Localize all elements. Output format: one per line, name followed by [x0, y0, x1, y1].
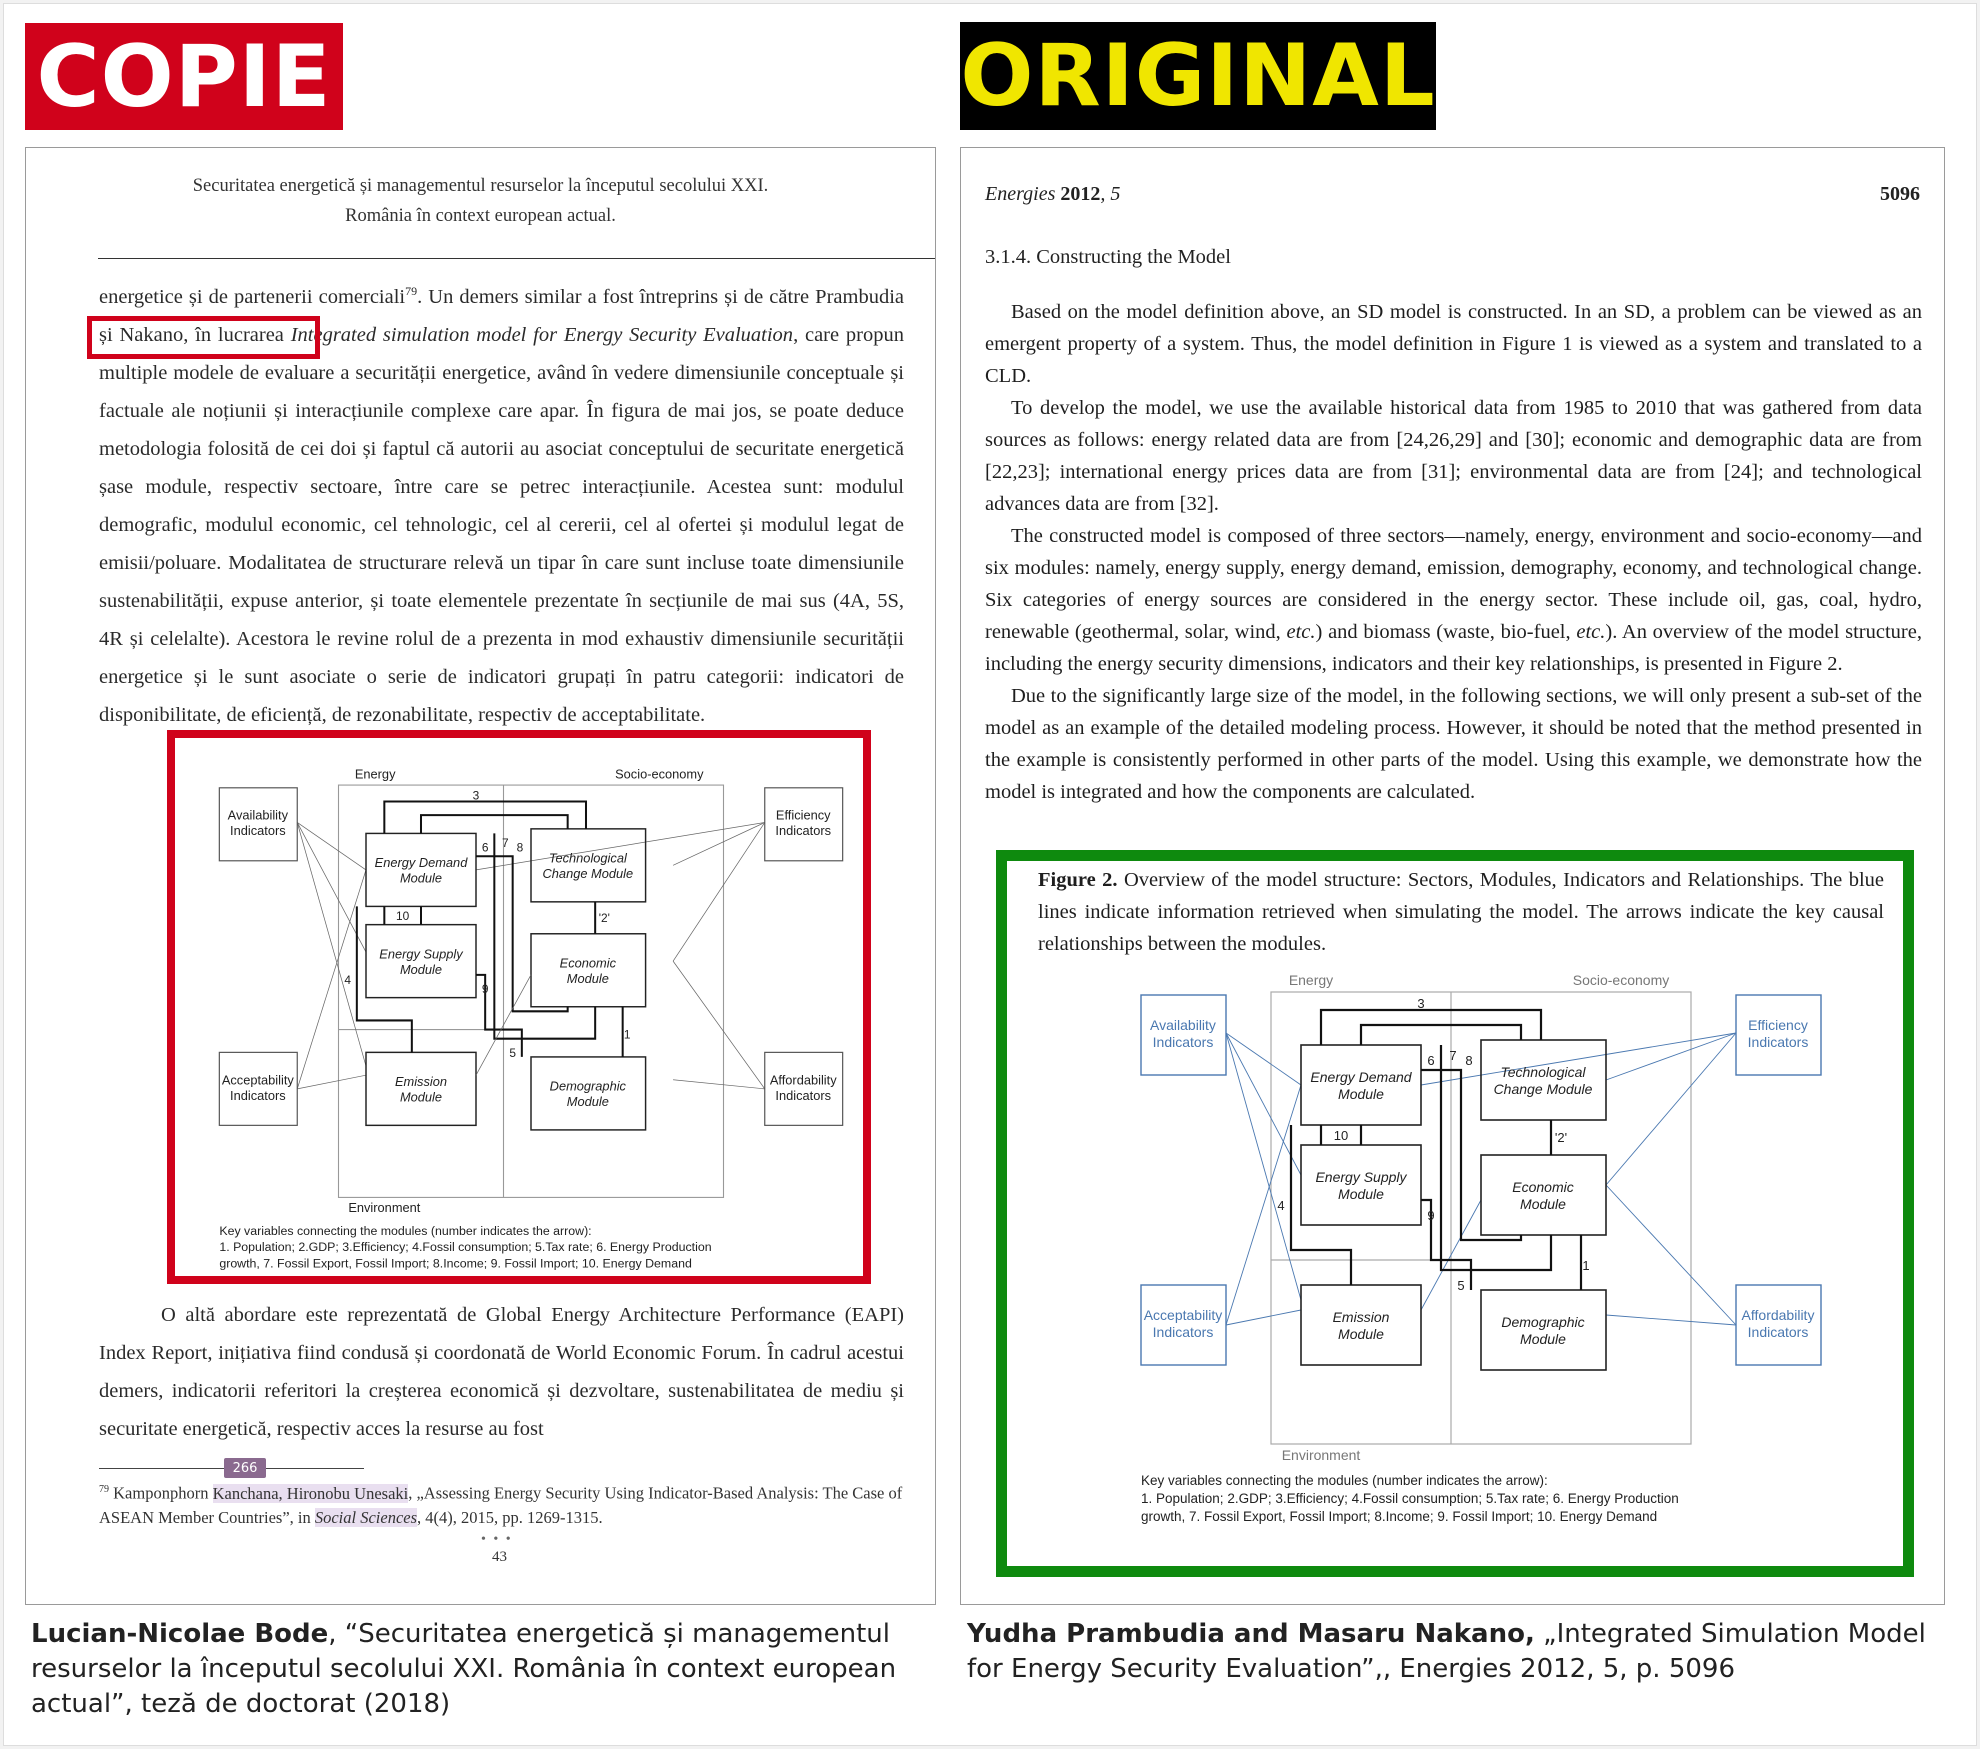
original-key-line2: 1. Population; 2.GDP; 3.Efficiency; 4.Fossil consumption; 5.Tax rate; 6. Energy Production — [1141, 1491, 1679, 1506]
original-sector-socio: Socio-economy — [1572, 972, 1670, 988]
economic-label-2: Module — [566, 971, 609, 987]
annotation-badge: 266 — [224, 1458, 266, 1478]
affordability-label-2: Indicators — [775, 1087, 832, 1103]
figure-highlight-box — [167, 730, 871, 1284]
acceptability-label-1: Acceptability — [221, 1072, 294, 1088]
original-emission-1: Emission — [1332, 1309, 1390, 1325]
original-arrow-number-2: '2' — [1554, 1130, 1568, 1145]
arrow-number-6: 6 — [481, 840, 489, 855]
original-economic-2: Module — [1520, 1196, 1566, 1212]
original-emission-2: Module — [1338, 1326, 1384, 1342]
original-tech-1: Technological — [1500, 1064, 1586, 1080]
copy-running-header-line2: România în context european actual. — [345, 206, 616, 226]
arrow-number-4: 4 — [344, 972, 351, 987]
original-affordability-2: Indicators — [1747, 1324, 1809, 1340]
tech-label-2: Change Module — [542, 866, 634, 882]
highlighted-authors: Prambudia și Nakano, — [99, 285, 904, 346]
original-emission-box — [1301, 1285, 1421, 1365]
copy-document-page — [25, 147, 936, 1605]
original-paragraph-1: Based on the model definition above, an SD model is constructed. In an SD, a problem can be viewed as an emergent property of a system. Thus, the model definition in Figure 1 is viewed as a system and translated to a CLD. — [985, 301, 1922, 387]
original-acceptability-1: Acceptability — [1143, 1307, 1223, 1323]
availability-label-2: Indicators — [230, 823, 286, 839]
figure-caption — [1038, 864, 1884, 960]
acceptability-label-2: Indicators — [230, 1087, 286, 1103]
demographic-label-2: Module — [566, 1094, 609, 1110]
original-arrow-number-9: 9 — [1427, 1208, 1435, 1223]
footnote-ref: 79 — [405, 284, 418, 298]
page-ornament: • • • — [481, 1532, 513, 1547]
copy-author: Lucian-Nicolae Bode — [31, 1619, 329, 1649]
para3-text-c: ). An overview of the model structure, including the energy security dimensions, indicators and their key relationships, is presented in Figure 2. — [985, 621, 1922, 675]
original-acceptability-2: Indicators — [1152, 1324, 1214, 1340]
para1-text-c: în lucrarea — [188, 323, 291, 346]
footnote-text-a: Kamponphorn — [109, 1483, 213, 1503]
original-arrow-number-5: 5 — [1457, 1278, 1465, 1293]
original-paragraph-4: Due to the significantly large size of the model, in the following sections, we will only present a sub-set of the model as an example of the detailed modeling process. However, it should be noted that the method presented in the example is consistently performed in other parts of the model. Using this example, we demonstrate how the model is integrated and how the components are calculated. — [985, 685, 1922, 803]
key-variables-line1: Key variables connecting the modules (number indicates the arrow): — [219, 1223, 592, 1238]
original-energy-demand-box — [1301, 1045, 1421, 1125]
caption-text: Overview of the model structure: Sectors, Modules, Indicators and Relationships. The blue lines indicate information retrieved when simulating the model. The arrows indicate the key causal relationships between the modules. — [1038, 869, 1884, 955]
original-paragraph-3 — [985, 520, 1922, 680]
original-figure-diagram — [1141, 992, 1821, 1444]
footnote-text-c: , 4(4), 2015, pp. 1269-1315. — [417, 1507, 603, 1527]
affordability-label-1: Affordability — [769, 1072, 837, 1088]
original-figure — [1121, 970, 1841, 1540]
efficiency-label-1: Efficiency — [775, 807, 831, 823]
footnote — [99, 1478, 919, 1530]
efficiency-label-2: Indicators — [775, 823, 832, 839]
arrow-number-7: 7 — [502, 836, 509, 851]
original-arrow-number-7: 7 — [1449, 1048, 1457, 1063]
arrow-number-1: 1 — [623, 1027, 631, 1042]
original-arrow-number-6: 6 — [1427, 1053, 1435, 1068]
copy-page-number: 43 — [492, 1549, 507, 1565]
emission-label-1: Emission — [394, 1074, 448, 1090]
arrow-number-2: '2' — [598, 910, 610, 925]
para3-text-b: ) and biomass (waste, bio-fuel, — [1315, 621, 1577, 643]
supply-label-1: Energy Supply — [379, 946, 463, 962]
arrow-number-8: 8 — [516, 840, 524, 855]
footnote-journal: Social Sciences — [314, 1507, 418, 1527]
original-sector-energy: Energy — [1288, 972, 1334, 988]
original-supply-1: Energy Supply — [1315, 1169, 1407, 1185]
original-economic-1: Economic — [1512, 1179, 1574, 1195]
original-page-number: 5096 — [1880, 183, 1920, 205]
tech-label-1: Technological — [548, 850, 627, 866]
original-document-page — [960, 147, 1945, 1605]
economic-label-1: Economic — [559, 955, 616, 971]
original-demographic-1: Demographic — [1501, 1314, 1585, 1330]
original-efficiency-1: Efficiency — [1748, 1017, 1808, 1033]
arrow-number-9: 9 — [481, 982, 489, 997]
copy-source-credit — [31, 1617, 951, 1722]
original-demand-1: Energy Demand — [1310, 1069, 1412, 1085]
header-rule — [98, 258, 936, 259]
cited-title: Integrated simulation model for Energy Security Evaluation — [290, 323, 794, 346]
copy-source-text: , “Securitatea energetică și managementul resurselor la începutul secolului XXI. România în context european actual”, teză de doctorat (2018) — [31, 1619, 897, 1719]
copy-running-header-line1: Securitatea energetică și managementul resurselor la începutul secolului XXI. — [192, 176, 769, 196]
original-demand-2: Module — [1338, 1086, 1384, 1102]
original-affordability-1: Affordability — [1741, 1307, 1815, 1323]
demand-label-2: Module — [399, 870, 443, 886]
original-source-credit — [967, 1617, 1947, 1687]
journal-name: Energies — [985, 183, 1056, 205]
original-arrow-number-1: 1 — [1582, 1258, 1590, 1273]
journal-volume: , 5 — [1100, 183, 1121, 205]
original-arrow-number-10: 10 — [1333, 1128, 1349, 1143]
key-variables-line2: 1. Population; 2.GDP; 3.Efficiency; 4.Fossil consumption; 5.Tax rate; 6. Energy Production — [219, 1240, 712, 1255]
caption-label: Figure 2. — [1038, 869, 1118, 891]
para1-text-d: , care propun multiple modele de evaluare a securității energetice, având în vedere dimensiunile conceptuale și factuale ale noțiunii și interacțiunile complexe care apar. În figura de mai jos, se poate deduce metodologia folosită de cei doi și faptul că autorii au asociat conceptului de securitate energetică șase module, respectiv sectoare, între care se petrec interacțiunile. Acestea sunt: modulul demografic, modulul economic, cel tehnologic, cel al cererii, cel al ofertei și modulul legat de emisii/poluare. Modalitatea de structurare relevă un tipar în care sunt incluse toate dimensiunile sustenabilității, expuse anterior, și toate elementele prezentate în secțiunile de mai sus (4A, 5S, 4R și celelalte). Acestora le revine rolul de a prezenta in mod exhaustiv dimensiunile securității energetice și le sunt asociate o serie de indicatori grupați în patru categorii: indicatori de disponibilitate, de eficiență, de rezonabilitate, respectiv de acceptabilitate. — [99, 323, 904, 726]
original-economic-box — [1481, 1155, 1606, 1235]
supply-label-2: Module — [399, 961, 443, 977]
para1-text-b: . Un demers similar a fost întreprins și de către — [417, 285, 816, 308]
section-heading: 3.1.4. Constructing the Model — [985, 246, 1231, 268]
sector-environment-label: Environment — [348, 1200, 421, 1216]
emission-label-2: Module — [399, 1089, 443, 1105]
para3-text-a: The constructed model is composed of three sectors—namely, energy, environment and socio-economy—and six modules: namely, energy supply, energy demand, emission, demography, economy, and technological change. Six categories of energy sources are considered in the energy sector. These include oil, gas, coal, hydro, renewable (geothermal, solar, wind, — [985, 525, 1922, 643]
original-tech-change-box — [1481, 1040, 1606, 1120]
footnote-text-b: , „Assessing Energy Security Using Indicator-Based Analysis: The Case of ASEAN Member Countries”, in — [99, 1483, 903, 1527]
original-tech-2: Change Module — [1493, 1081, 1593, 1097]
original-key-line1: Key variables connecting the modules (number indicates the arrow): — [1141, 1473, 1548, 1488]
original-body-text — [985, 296, 1922, 808]
demographic-label-1: Demographic — [549, 1078, 626, 1094]
arrow-number-3: 3 — [472, 788, 480, 803]
footnote-authors: Kanchana, Hironobu Unesaki — [212, 1483, 409, 1503]
journal-year: 2012 — [1060, 183, 1101, 205]
copie-label: COPIE — [25, 23, 343, 130]
authors-highlight-box — [87, 316, 320, 359]
original-authors: Yudha Prambudia and Masaru Nakano, — [967, 1619, 1535, 1649]
original-demographic-2: Module — [1520, 1331, 1566, 1347]
original-arrow-number-4: 4 — [1277, 1198, 1285, 1213]
original-source-text: „Integrated Simulation Model for Energy Security Evaluation”,, Energies 2012, 5, p. 5096 — [967, 1619, 1926, 1684]
demand-label-1: Energy Demand — [374, 855, 468, 871]
original-key-line3: growth, 7. Fossil Export, Fossil Import; 8.Income; 9. Fossil Import; 10. Energy Demand — [1141, 1509, 1658, 1524]
original-availability-2: Indicators — [1152, 1034, 1214, 1050]
para1-text-a: energetice și de parteneriі comerciali — [99, 285, 406, 308]
original-availability-1: Availability — [1150, 1017, 1216, 1033]
original-sector-environment: Environment — [1281, 1447, 1361, 1463]
arrow-number-5: 5 — [509, 1045, 516, 1060]
original-arrow-number-8: 8 — [1465, 1053, 1473, 1068]
arrow-number-10: 10 — [396, 909, 410, 924]
journal-header — [985, 183, 1120, 206]
availability-label-1: Availability — [227, 807, 289, 823]
original-supply-2: Module — [1338, 1186, 1384, 1202]
key-variables-line3: growth, 7. Fossil Export, Fossil Import; 8.Income; 9. Fossil Import; 10. Energy Demand — [219, 1256, 692, 1271]
para3-etc-2: etc. — [1576, 621, 1606, 643]
original-label: ORIGINAL — [960, 22, 1436, 130]
copy-paragraph-2: O altă abordare este reprezentată de Global Energy Architecture Performance (EAPI) Index Report, inițiativa fiind condusă și coordonată de World Economic Forum. În cadrul acestui demers, indicatorii referitori la creșterea economică și dezvoltare, sustenabilitatea de mediu și securitate energetică, respectiv acces la resurse au fost — [99, 1304, 904, 1440]
original-arrow-number-3: 3 — [1417, 996, 1425, 1011]
para3-etc-1: etc. — [1286, 621, 1316, 643]
original-paragraph-2: To develop the model, we use the available historical data from 1985 to 2010 that was gathered from data sources as follows: energy related data are from [24,26,29] and [30]; economic and demographic data are from [22,23]; international energy prices data are from [31]; environmental data are from [24]; and technological advances data are from [32]. — [985, 397, 1922, 515]
sector-energy-label: Energy — [354, 766, 396, 782]
original-demographic-box — [1481, 1290, 1606, 1370]
footnote-marker: 79 — [99, 1484, 109, 1495]
original-energy-supply-box — [1301, 1145, 1421, 1225]
original-efficiency-2: Indicators — [1747, 1034, 1809, 1050]
sector-socio-label: Socio-economy — [615, 766, 704, 782]
